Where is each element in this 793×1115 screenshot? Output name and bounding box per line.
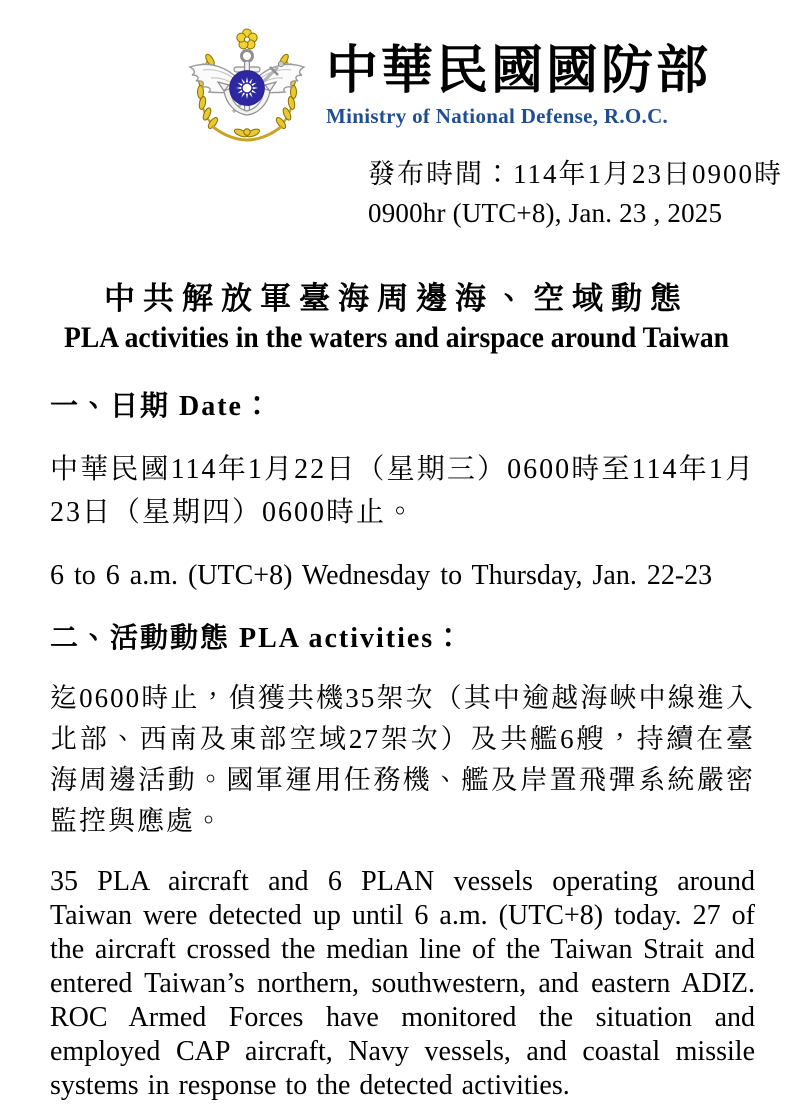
mnd-crest-icon bbox=[180, 26, 314, 147]
org-name-zh: 中華民國國防部 bbox=[326, 43, 712, 101]
doc-title bbox=[0, 279, 793, 357]
document-body bbox=[0, 387, 793, 1103]
release-time-en: 0900hr (UTC+8), Jan. 23 , 2025 bbox=[368, 198, 723, 228]
release-time bbox=[368, 155, 793, 233]
activities-paragraph-en: 35 PLA aircraft and 6 PLAN vessels operating around Taiwan were detected up until 6 a.m. (UTC+8) today. 27 of the aircraft crossed the median line of the Taiwan Strait and entered Taiwan’s northern, southwestern, and eastern ADIZ. ROC Armed Forces have monitored the situation and employed CAP aircraft, Navy vessels, and coastal missile systems in response to the detected activities. bbox=[50, 866, 755, 1101]
mnd-header bbox=[180, 0, 793, 147]
org-names bbox=[326, 44, 711, 128]
date-paragraph-en: 6 to 6 a.m. (UTC+8) Wednesday to Thursday, Jan. 22-23 bbox=[50, 560, 713, 591]
section-activities-heading: 二、活動動態 PLA activities： bbox=[50, 623, 465, 654]
release-time-zh: 發布時間：114年1月23日0900時 bbox=[368, 159, 783, 189]
date-paragraph-zh: 中華民國114年1月22日（星期三）0600時至114年1月23日（星期四）0600時止。 bbox=[50, 454, 755, 528]
section-date-heading: 一、日期 Date： bbox=[50, 391, 273, 422]
activities-paragraph-zh: 迄0600時止，偵獲共機35架次（其中逾越海峽中線進入北部、西南及東部空域27架次）及共艦6艘，持續在臺海周邊活動。國軍運用任務機、艦及岸置飛彈系統嚴密監控與應處。 bbox=[50, 683, 755, 836]
org-name-en: Ministry of National Defense, R.O.C. bbox=[326, 103, 669, 128]
doc-title-en: PLA activities in the waters and airspace around Taiwan bbox=[63, 321, 730, 354]
doc-title-zh: 中共解放軍臺海周邊海、空域動態 bbox=[104, 281, 689, 316]
